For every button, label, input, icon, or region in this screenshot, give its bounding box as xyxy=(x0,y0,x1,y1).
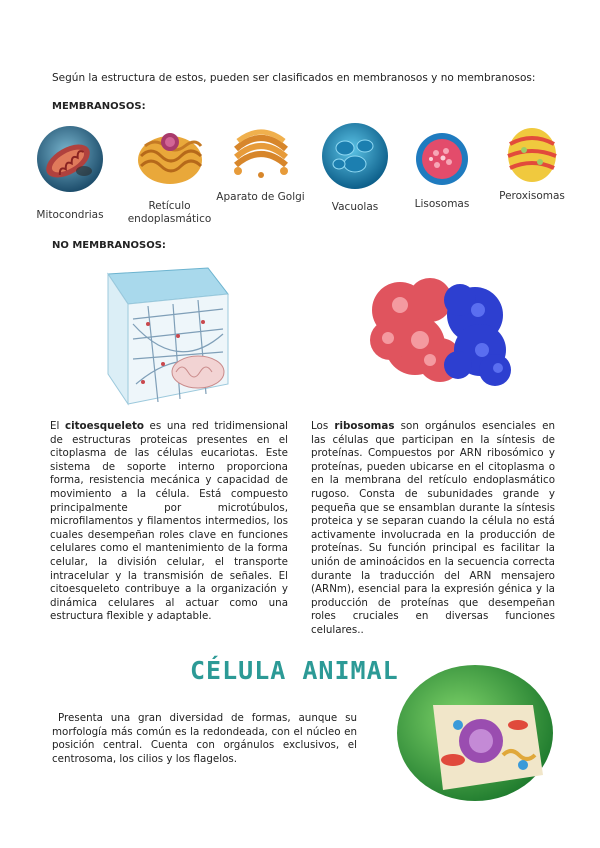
organelle-mitocondrias xyxy=(30,125,110,222)
animal-cell-paragraph: Presenta una gran diversidad de formas, aunque su morfología más común es la redondeada, con el núcleo en posición central. Cuenta con orgánulos exclusivos, el centrosoma, los cilios y los flagelos. xyxy=(52,712,357,765)
endoplasmic-reticulum-icon xyxy=(137,128,203,186)
ribosome-image xyxy=(360,260,520,400)
mitochondria-icon xyxy=(36,125,104,193)
animal-cell-image xyxy=(393,655,558,805)
organelle-label: Lisosomas xyxy=(414,198,470,210)
vacuole-icon xyxy=(321,122,389,190)
citoesqueleto-term: citoesqueleto xyxy=(65,420,144,432)
membranosos-heading: MEMBRANOSOS: xyxy=(52,101,146,112)
organelle-golgi xyxy=(213,125,308,204)
animal-cell-title: CÉLULA ANIMAL xyxy=(190,656,399,685)
organelle-lisosomas xyxy=(402,132,482,211)
organelle-label: Peroxisomas xyxy=(499,190,565,202)
cytoskeleton-image xyxy=(88,264,238,414)
organelle-peroxisomas xyxy=(492,124,572,203)
organelle-row xyxy=(30,120,575,230)
organelle-label: Retículo endoplasmático xyxy=(127,200,212,225)
organelle-label: Aparato de Golgi xyxy=(216,191,305,203)
organelle-label: Vacuolas xyxy=(331,201,379,213)
organelle-vacuolas xyxy=(315,122,395,214)
no-membranosos-heading: NO MEMBRANOSOS: xyxy=(52,240,166,251)
organelle-label: Mitocondrias xyxy=(36,209,104,221)
ribosomas-term: ribosomas xyxy=(334,420,395,432)
intro-text: Según la estructura de estos, pueden ser clasificados en membranosos y no membranosos: xyxy=(52,72,536,84)
citoesqueleto-paragraph: El citoesqueleto es una red tridimensional de estructuras proteicas presentes en el citoplasma de las células eucariotas. Este sistema de soporte interno proporciona forma, resistencia mecánica y capacidad de movimiento a la célula. Está compuesto principalmente por microtúbulos, microfilamentos y filamentos intermedios, los cuales desempeñan roles clave en funciones celulares como el mantenimiento de la forma celular, la división celular, el transporte intracelular y la transmisión de señales. El citoesqueleto contribuye a la organización y dinámica celulares al actuar como una estructura flexible y adaptable. xyxy=(50,420,288,623)
lysosome-icon xyxy=(415,132,469,186)
peroxisome-icon xyxy=(504,124,560,186)
ribosomas-paragraph: Los ribosomas son orgánulos esenciales en las células que participan en la síntesis de proteínas. Compuestos por ARN ribosómico y proteínas, pueden ubicarse en el citoplasma o en la membrana del retículo endoplasmático rugoso. Consta de subunidades grande y pequeña que se ensamblan durante la síntesis proteica y se separan cuando la célula no está activamente involucrada en la producción de proteínas. Su función principal es facilitar la unión de aminoácidos en la secuencia correcta durante la traducción del ARN mensajero (ARNm), esencial para la expresión génica y la producción de proteínas que desempeñan roles cruciales en diversas funciones celulares.. xyxy=(311,420,555,636)
golgi-apparatus-icon xyxy=(230,125,292,181)
organelle-reticulo xyxy=(122,128,217,226)
